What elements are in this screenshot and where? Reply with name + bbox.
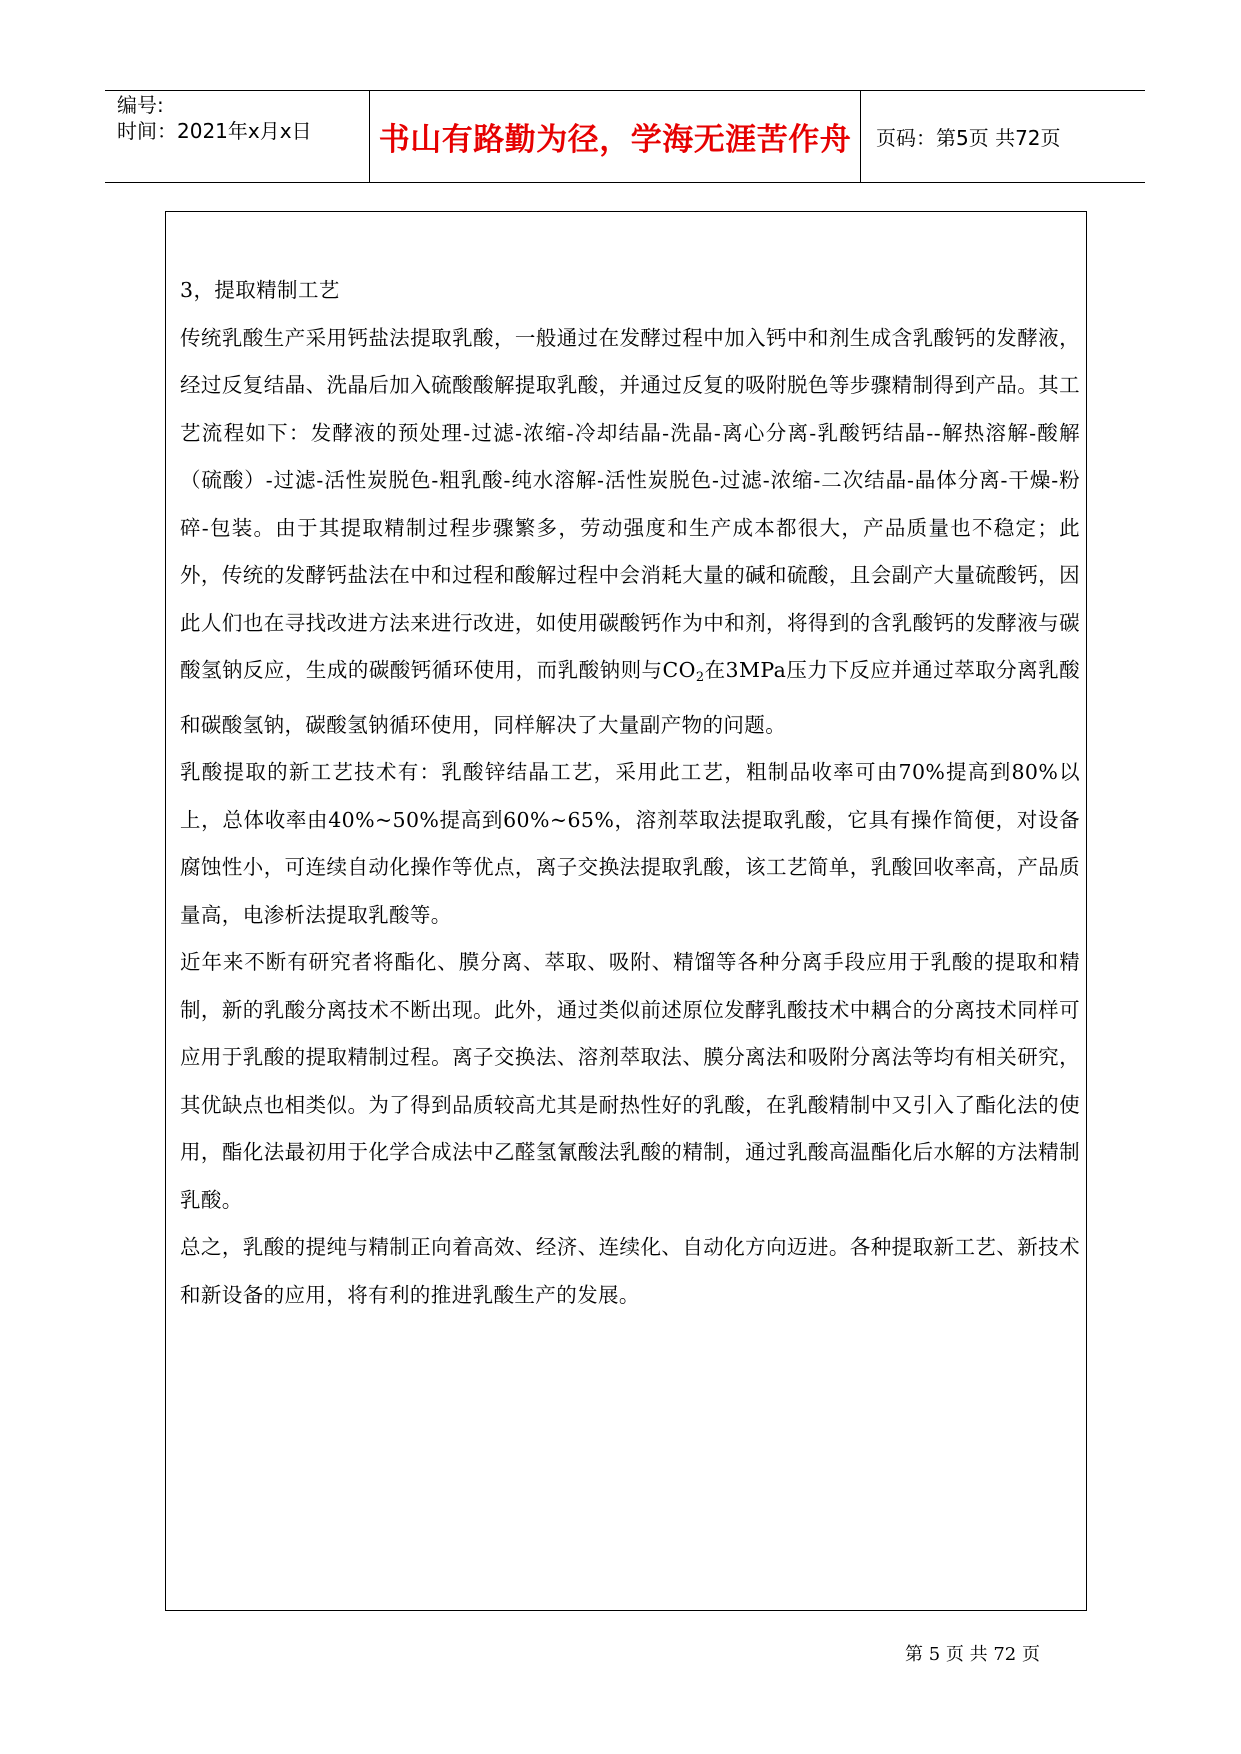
paragraph-text: 传统乳酸生产采用钙盐法提取乳酸，一般通过在发酵过程中加入钙中和剂生成含乳酸钙的发酵液，经过反复结晶、洗晶后加入硫酸酸解提取乳酸，并通过反复的吸附脱色等步骤精制得到产品。其工艺流程如下：发酵液的预处理-过滤-浓缩-冷却结晶-洗晶-离心分离-乳酸钙结晶--解热溶解-酸解（硫酸）-过滤-活性炭脱色-粗乳酸-纯水溶解-活性炭脱色-过滤-浓缩-二次结晶-晶体分离-干燥-粉碎-包装。由于其提取精制过程步骤繁多，劳动强度和生产成本都很大，产品质量也不稳定；此外，传统的发酵钙盐法在中和过程和酸解过程中会消耗大量的碱和硫酸，且会副产大量硫酸钙，因此人们也在寻找改进方法来进行改进，如使用碳酸钙作为中和剂，将得到的含乳酸钙的发酵液与碳酸氢钠反应，生成的碳酸钙循环使用，而乳酸钠则与CO <box>180 325 1080 682</box>
paragraph: 近年来不断有研究者将酯化、膜分离、萃取、吸附、精馏等各种分离手段应用于乳酸的提取和精制，新的乳酸分离技术不断出现。此外，通过类似前述原位发酵乳酸技术中耦合的分离技术同样可应用于乳酸的提取精制过程。离子交换法、溶剂萃取法、膜分离法和吸附分离法等均有相关研究，其优缺点也相类似。为了得到品质较高尤其是耐热性好的乳酸，在乳酸精制中又引入了酯化法的使用，酯化法最初用于化学合成法中乙醛氢氰酸法乳酸的精制，通过乳酸高温酯化后水解的方法精制乳酸。 <box>180 950 1080 1212</box>
header-meta <box>117 91 367 182</box>
paragraph-text: 在3MPa压力下反应并通过萃取分离乳酸和碳酸氢钠，碳酸氢钠循环使用，同样解决了大量副产物的问题。 <box>180 658 1080 737</box>
paragraph: 乳酸提取的新工艺技术有：乳酸锌结晶工艺，采用此工艺，粗制品收率可由70%提高到80%以上，总体收率由40%~50%提高到60%~65%，溶剂萃取法提取乳酸，它具有操作简便，对设备腐蚀性小，可连续自动化操作等优点，离子交换法提取乳酸，该工艺简单，乳酸回收率高，产品质量高，电渗析法提取乳酸等。 <box>180 760 1080 927</box>
section-title: 3，提取精制工艺 <box>180 278 340 302</box>
header-divider <box>860 91 861 182</box>
paragraph: 总之，乳酸的提纯与精制正向着高效、经济、连续化、自动化方向迈进。各种提取新工艺、新技术和新设备的应用，将有利的推进乳酸生产的发展。 <box>180 1235 1080 1307</box>
content-frame <box>165 211 1087 1611</box>
page-footer: 第 5 页 共 72 页 <box>905 1644 1040 1665</box>
document-number-label: 编号: <box>117 93 164 117</box>
header-page-info: 页码：第5页 共72页 <box>876 126 1061 150</box>
body-text <box>180 267 1080 1319</box>
header-divider <box>369 91 370 182</box>
paragraph <box>180 315 1080 750</box>
header-motto: 书山有路勤为径，学海无涯苦作舟 <box>378 122 852 158</box>
subscript: 2 <box>695 670 705 685</box>
page-header <box>105 90 1145 183</box>
document-date: 时间：2021年x月x日 <box>117 119 312 143</box>
